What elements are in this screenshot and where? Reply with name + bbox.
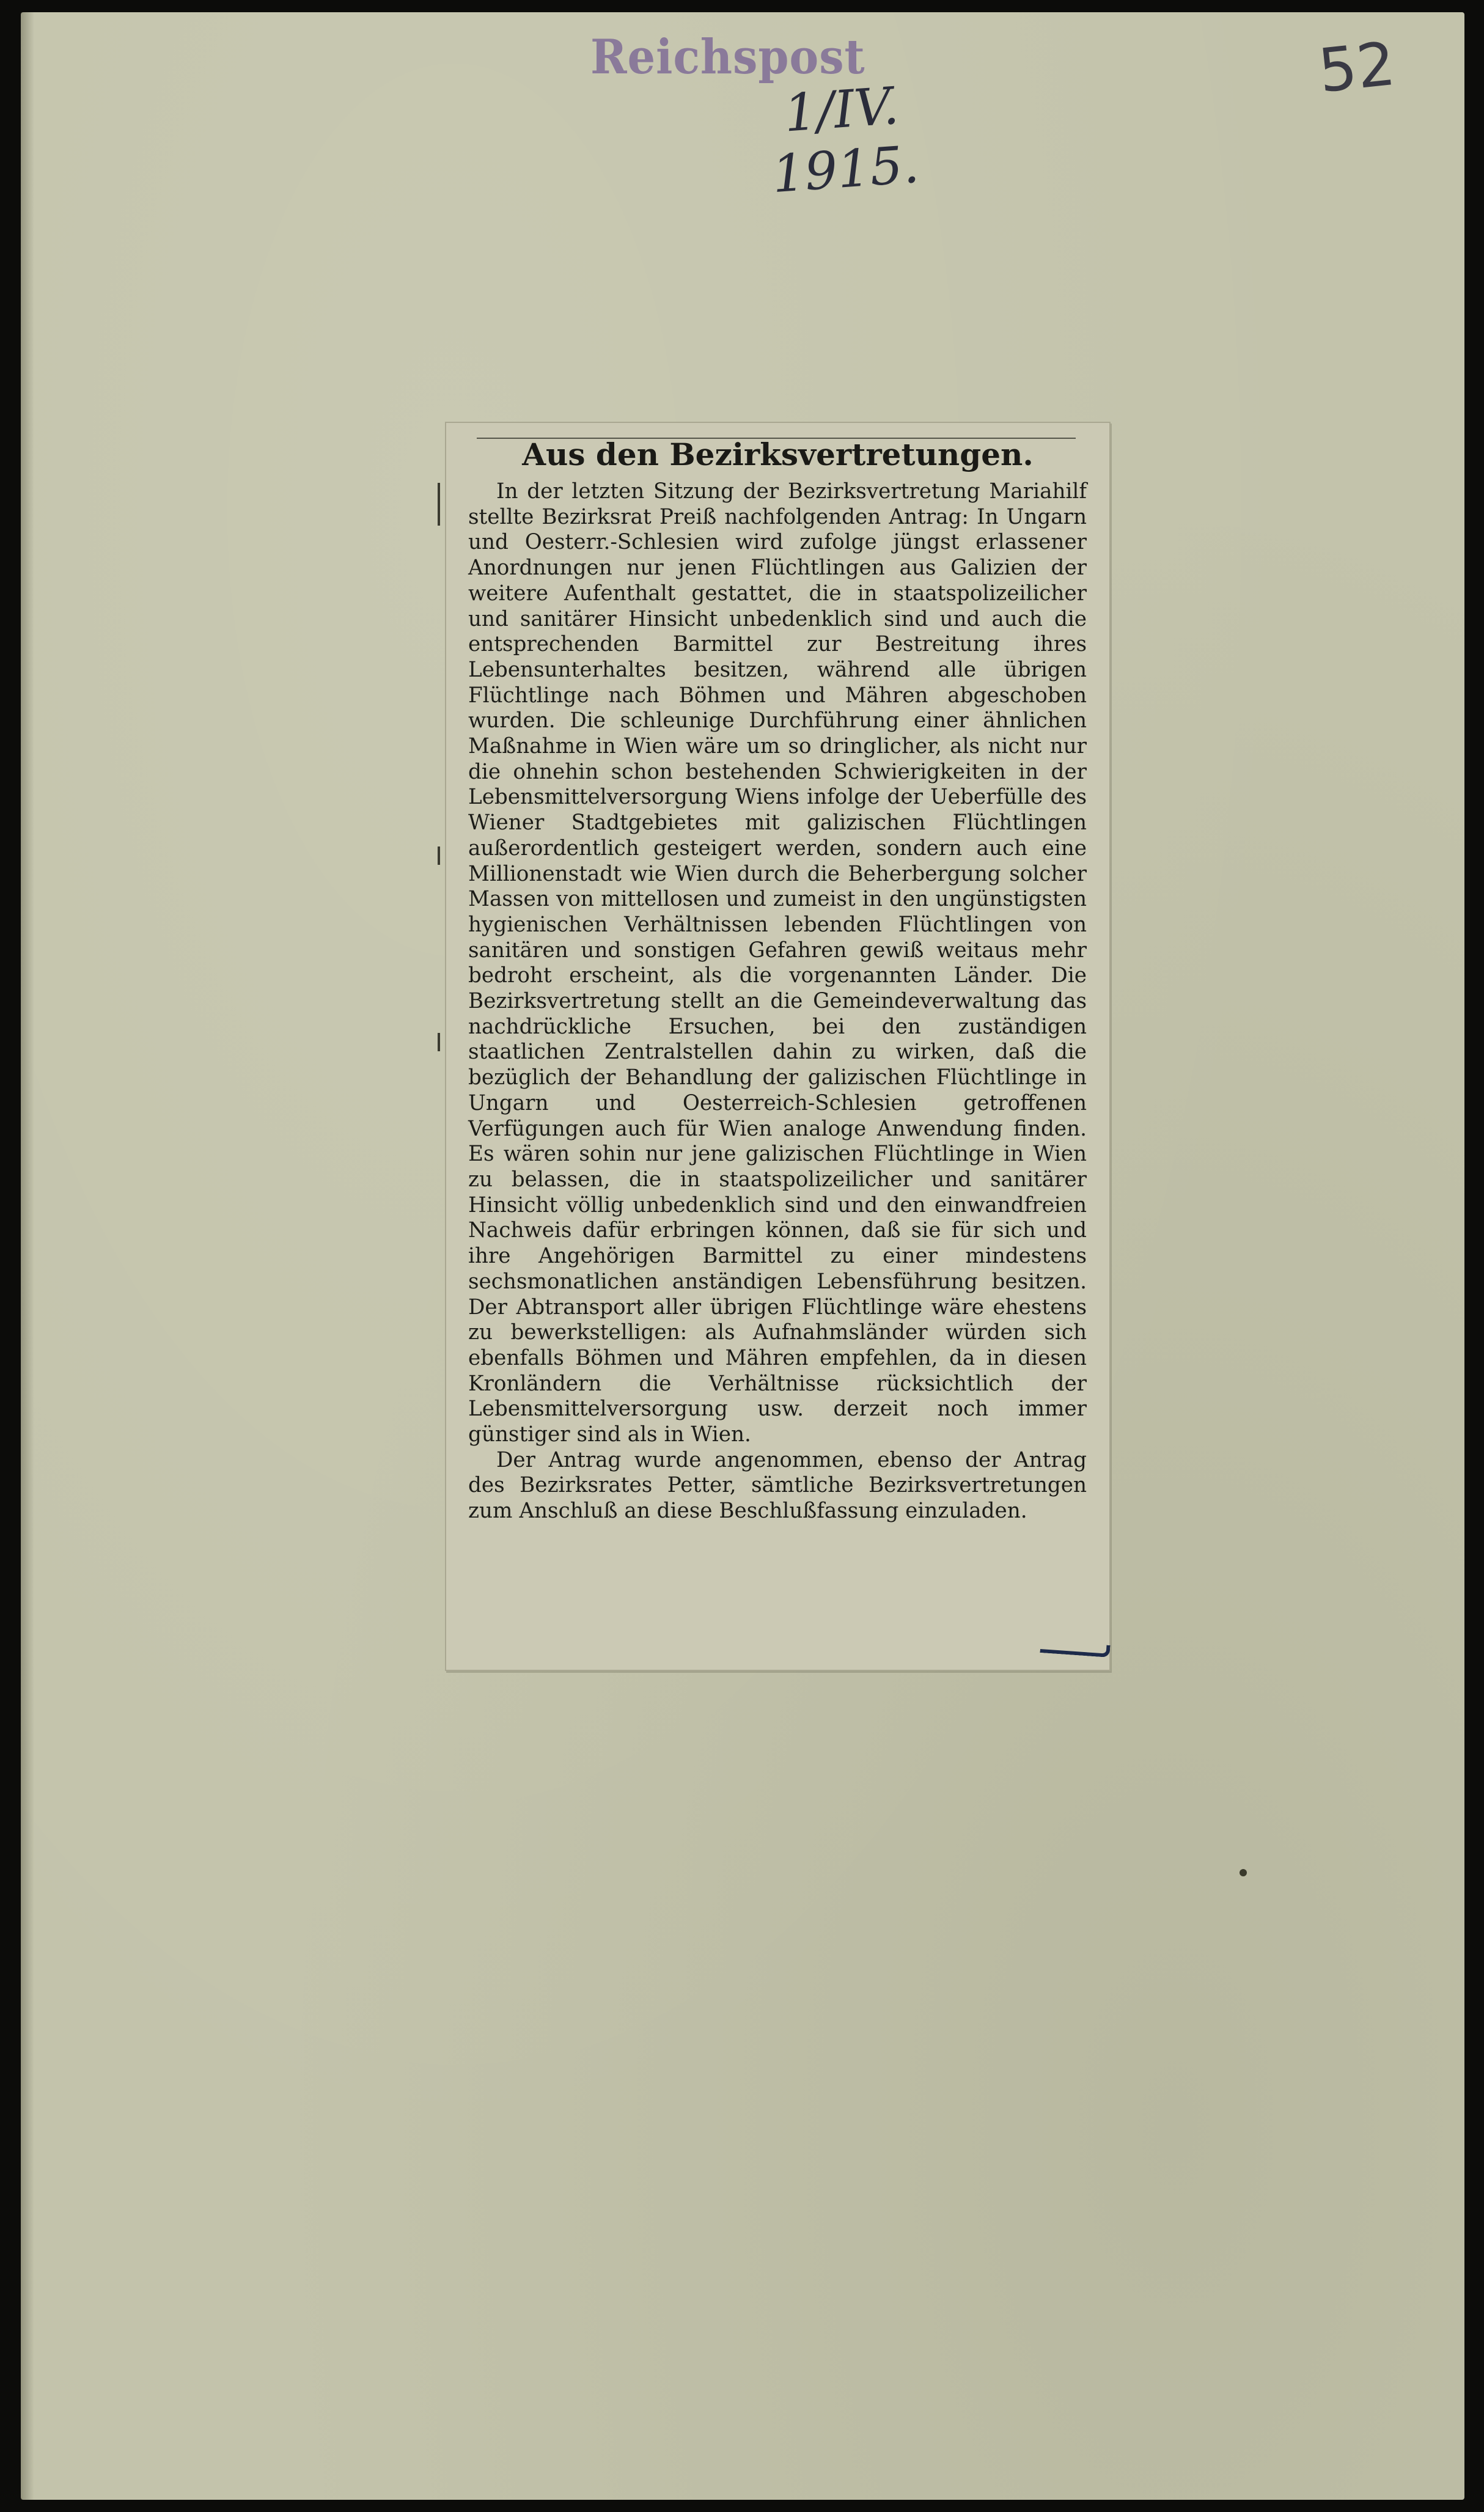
folio-number: 52: [1315, 29, 1398, 107]
handwritten-date: 1/IV. 1915.: [770, 75, 921, 205]
clipping-body: [468, 479, 1087, 1524]
margin-mark: [438, 847, 440, 865]
clipping-paragraph: In der letzten Sitzung der Bezirksvertretung Mariahilf stellte Bezirksrat Preiß nachfolgenden Antrag: In Ungarn und Oesterr.-Schlesien wird zufolge jüngst erlassener Anordnungen nur jenen Flüchtlingen aus Galizien der weitere Aufenthalt gestattet, die in staatspolizeilicher und sanitärer Hinsicht unbedenklich sind und auch die entsprechenden Barmittel zur Bestreitung ihres Lebensunterhaltes besitzen, während alle übrigen Flüchtlinge nach Böhmen und Mähren abgeschoben wurden. Die schleunige Durchführung einer ähnlichen Maßnahme in Wien wäre um so dringlicher, als nicht nur die ohnehin schon bestehenden Schwierigkeiten in der Lebensmittelversorgung Wiens infolge der Ueberfülle des Wiener Stadtgebietes mit galizischen Flüchtlingen außerordentlich gesteigert werden, sondern auch eine Millionenstadt wie Wien durch die Beherbergung solcher Massen von mittellosen und zumeist in den ungünstigsten hygienischen Verhältnissen lebenden Flüchtlingen von sanitären und sonstigen Gefahren gewiß weitaus mehr bedroht erscheint, als die vorgenannten Länder. Die Bezirksvertretung stellt an die Gemeindeverwaltung das nachdrückliche Ersuchen, bei den zuständigen staatlichen Zentralstellen dahin zu wirken, daß die bezüglich der Behandlung der galizischen Flüchtlinge in Ungarn und Oesterreich-Schlesien getroffenen Verfügungen auch für Wien analoge Anwendung finden. Es wären sohin nur jene galizischen Flüchtlinge in Wien zu belassen, die in staatspolizeilicher und sanitärer Hinsicht völlig unbedenklich sind und den einwandfreien Nachweis dafür erbringen können, daß sie für sich und ihre Angehörigen Barmittel zu einer mindestens sechsmonatlichen anständigen Lebensführung besitzen. Der Abtransport aller übrigen Flüchtlinge wäre ehestens zu bewerkstelligen: als Aufnahmsländer würden sich ebenfalls Böhmen und Mähren empfehlen, da in diesen Kronländern die Verhältnisse rücksichtlich der Lebensmittelversorgung usw. derzeit noch immer günstiger sind als in Wien.: [468, 479, 1087, 1447]
margin-mark: [438, 483, 440, 526]
newspaper-clipping: [445, 422, 1111, 1671]
newspaper-name-stamp: Reichspost: [590, 29, 865, 85]
clipping-title: Aus den Bezirksvertretungen.: [522, 436, 1034, 472]
clipping-paragraph: Der Antrag wurde angenommen, ebenso der Antrag des Bezirksrates Petter, sämtliche Bezirksvertretungen zum Anschluß an diese Beschlußfassung einzuladen.: [468, 1447, 1087, 1524]
paper-speck: [1240, 1869, 1247, 1876]
margin-mark: [438, 1033, 440, 1051]
sheet-edge-shadow: [21, 12, 34, 2500]
